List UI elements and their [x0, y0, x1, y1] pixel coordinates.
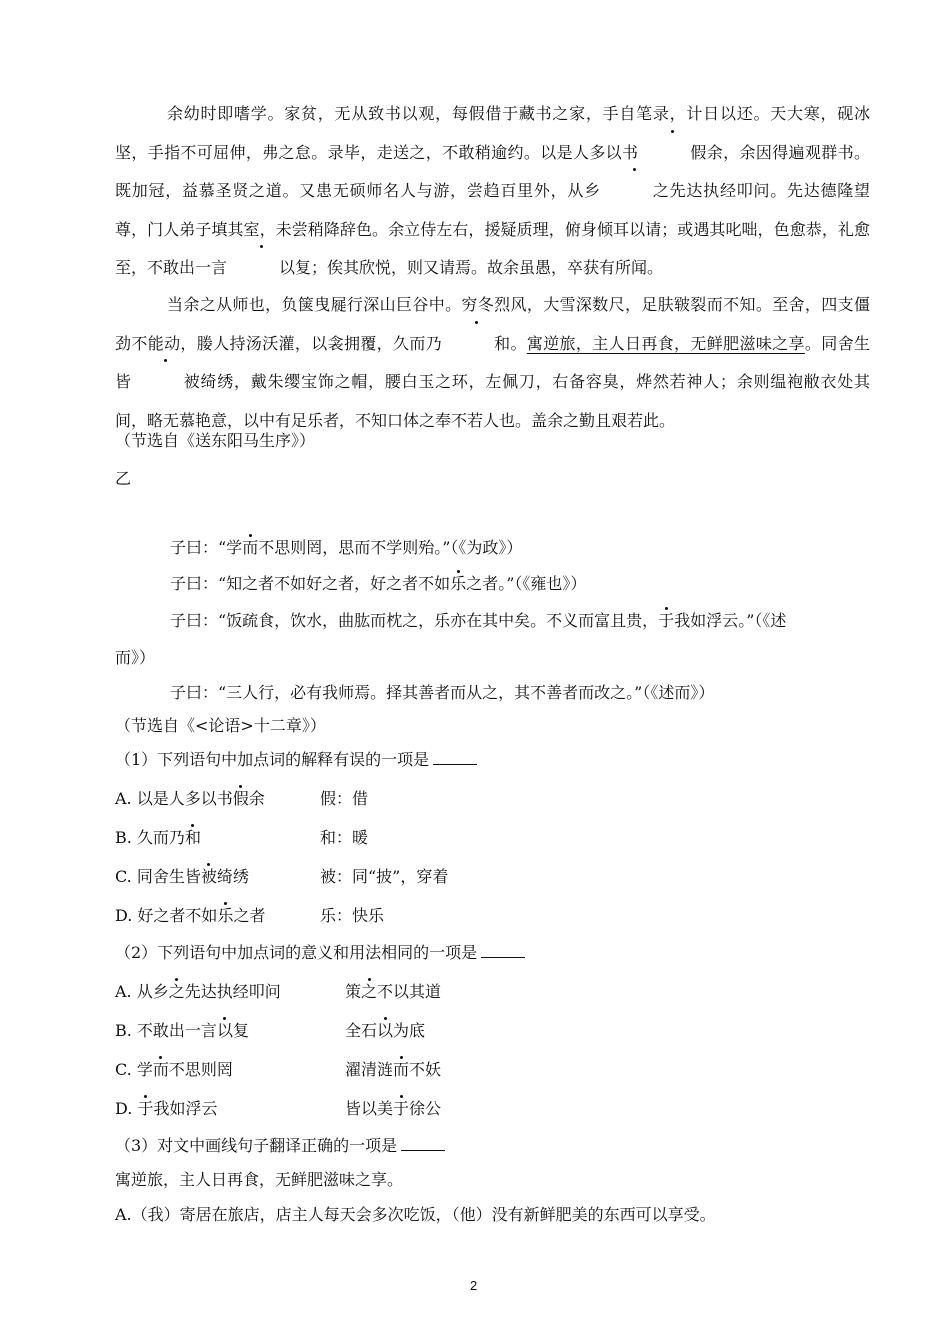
dotted-char: 和 — [442, 325, 510, 364]
text: 我如浮云。”（《述 — [674, 611, 787, 630]
text: 复；俟其欣悦，则又请焉。故余虽愚，卒获有所闻。 — [295, 258, 664, 278]
text: （2）下列语句中加点词的意义和用法相同的一项是 — [115, 943, 478, 962]
text: 先达执经叩问 — [184, 982, 281, 1001]
text: 当余之从师也，负箧曳屣行深山巨谷中。穷冬烈风，大雪深数尺，足肤皲裂而不知。至舍，四支僵劲不能动，媵人持汤沃灌，以衾拥覆，久而乃 — [115, 295, 870, 353]
text: B. 不敢出一言 — [115, 1021, 217, 1040]
text: A. 从乡 — [115, 982, 169, 1001]
q1-option-c-explanation: 被：同“披”，穿着 — [320, 867, 449, 886]
q1-option-a-explanation: 假：借 — [320, 789, 369, 808]
text: 余 — [248, 789, 265, 808]
analects-line-2 — [170, 574, 586, 594]
text: 绮绣 — [216, 867, 249, 886]
text: 皆以美 — [345, 1099, 394, 1118]
text: 不以其道 — [377, 982, 442, 1001]
text: 之者。”（《雍也》） — [466, 574, 587, 593]
text: 不思则罔，思而不学则殆。”（《为政》） — [258, 538, 523, 557]
text: C. 同舍生皆 — [115, 867, 201, 886]
text: B. 久而乃 — [115, 828, 185, 847]
dotted-char: 假 — [638, 134, 706, 173]
text: 子曰：“知之者不如好之者，好之者不如 — [170, 574, 451, 593]
dotted-char: 于 — [393, 1099, 410, 1118]
section-label-yi: 乙 — [115, 469, 132, 488]
question-1-stem — [115, 750, 477, 770]
q1-option-a — [115, 789, 265, 809]
text: D. 好之者不如 — [115, 906, 218, 925]
page-number: 2 — [470, 1278, 478, 1293]
dotted-char: 乐 — [217, 906, 234, 925]
text: 子曰：“学 — [170, 538, 243, 557]
dotted-char: 和 — [184, 828, 201, 847]
dotted-char: 被 — [200, 867, 217, 886]
analects-line-1 — [170, 538, 522, 558]
dotted-char: 以 — [377, 1021, 394, 1040]
q2-option-c-compare — [345, 1060, 441, 1080]
text: C. 学 — [115, 1060, 153, 1079]
analects-line-3-cont: 而》） — [115, 648, 156, 667]
text: （1）下列语句中加点词的解释有误的一项是 — [115, 750, 430, 769]
analects-line-3 — [170, 611, 786, 631]
text: 濯清涟 — [345, 1060, 394, 1079]
dotted-char: 之 — [601, 172, 669, 211]
q1-option-d-explanation: 乐：快乐 — [320, 906, 385, 925]
question-2-stem — [115, 943, 525, 963]
q3-option-a: A.（我）寄居在旅店，店主人每天会多次吃饭，（他）没有新鲜肥美的东西可以享受。 — [115, 1205, 716, 1224]
answer-blank[interactable] — [481, 943, 525, 958]
dotted-char: 被 — [132, 363, 200, 402]
q1-option-b-explanation: 和：暖 — [320, 828, 369, 847]
text: 之者 — [233, 906, 266, 925]
q1-option-b — [115, 828, 201, 848]
text: 余，余因得遍观群书。既加冠，益慕圣贤之道。又患无硕师名人与游，尝趋百里外，从乡 — [115, 142, 870, 201]
q2-option-b — [115, 1021, 249, 1041]
text: 复 — [232, 1021, 249, 1040]
dotted-char: 于 — [658, 611, 675, 630]
passage-paragraph-2 — [115, 286, 870, 440]
text: 。 — [510, 333, 527, 353]
q2-option-d-compare — [345, 1099, 441, 1119]
analects-line-4: 子曰：“三人行，必有我师焉。择其善者而从之，其不善者而改之。”（《述而》） — [170, 683, 715, 702]
answer-blank[interactable] — [433, 750, 477, 765]
text: 子曰：“饭疏食，饮水，曲肱而枕之，乐亦在其中矣。不义而富且贵， — [170, 611, 659, 630]
text: 我如浮云 — [153, 1099, 218, 1118]
dotted-char: 于 — [137, 1099, 154, 1118]
text: 不思则罔 — [168, 1060, 233, 1079]
text: （3）对文中画线句子翻译正确的一项是 — [115, 1136, 398, 1155]
answer-blank[interactable] — [401, 1136, 445, 1151]
q2-option-d — [115, 1099, 217, 1119]
question-3-stem — [115, 1136, 445, 1156]
dotted-char: 之 — [168, 982, 185, 1001]
text: 徐公 — [409, 1099, 442, 1118]
text: 绮绣，戴朱缨宝饰之帽，腰白玉之环，左佩刀，右备容臭，烨然若神人；余则缊袍敝衣处其间，略无慕艳意，以中有足乐者，不知口体之奉不若人也。盖余之勤且艰若此。 — [115, 372, 870, 430]
dotted-char: 假 — [232, 789, 249, 808]
text: 不妖 — [409, 1060, 442, 1079]
q2-option-b-compare — [345, 1021, 425, 1041]
text: A. 以是人多以书 — [115, 789, 233, 808]
dotted-char: 以 — [227, 249, 295, 288]
dotted-char: 而 — [393, 1060, 410, 1079]
text: 为底 — [393, 1021, 426, 1040]
q2-option-c — [115, 1060, 233, 1080]
dotted-char: 以 — [216, 1021, 233, 1040]
underlined-sentence: 寓逆旅，主人日再食，无鲜肥滋味之享 — [526, 333, 805, 353]
dotted-char: 乐 — [450, 574, 467, 593]
source-note-yi: （节选自《<论语>十二章》） — [115, 716, 326, 735]
text: 先达执经叩问。先达德隆望尊，门人弟子填其室，未尝稍降辞色。余立侍左右，援疑质理，俯身倾耳以请；或遇其叱咄，色愈恭，礼愈至，不敢出一言 — [115, 181, 870, 278]
q2-option-a — [115, 982, 281, 1002]
dotted-char: 而 — [152, 1060, 169, 1079]
dotted-char: 之 — [361, 982, 378, 1001]
text: D. — [115, 1099, 138, 1118]
passage-paragraph-1 — [115, 95, 870, 288]
source-note-jia: （节选自《送东阳马生序》） — [115, 431, 316, 450]
q2-option-a-compare — [345, 982, 441, 1002]
dotted-char: 而 — [242, 538, 259, 557]
text: 全石 — [345, 1021, 378, 1040]
text: 余幼时即嗜学。家贫，无从致书以观，每假借于藏书之家，手自笔录，计日以还。天大寒，砚冰坚，手指不可屈伸，弗之怠。录毕，走送之，不敢稍逾约。以是人多以书 — [115, 104, 870, 162]
q1-option-d — [115, 906, 265, 926]
q3-sentence: 寓逆旅，主人日再食，无鲜肥滋味之享。 — [115, 1170, 404, 1189]
text: 策 — [345, 982, 362, 1001]
text: 。同舍生皆 — [115, 333, 870, 392]
q1-option-c — [115, 867, 249, 887]
